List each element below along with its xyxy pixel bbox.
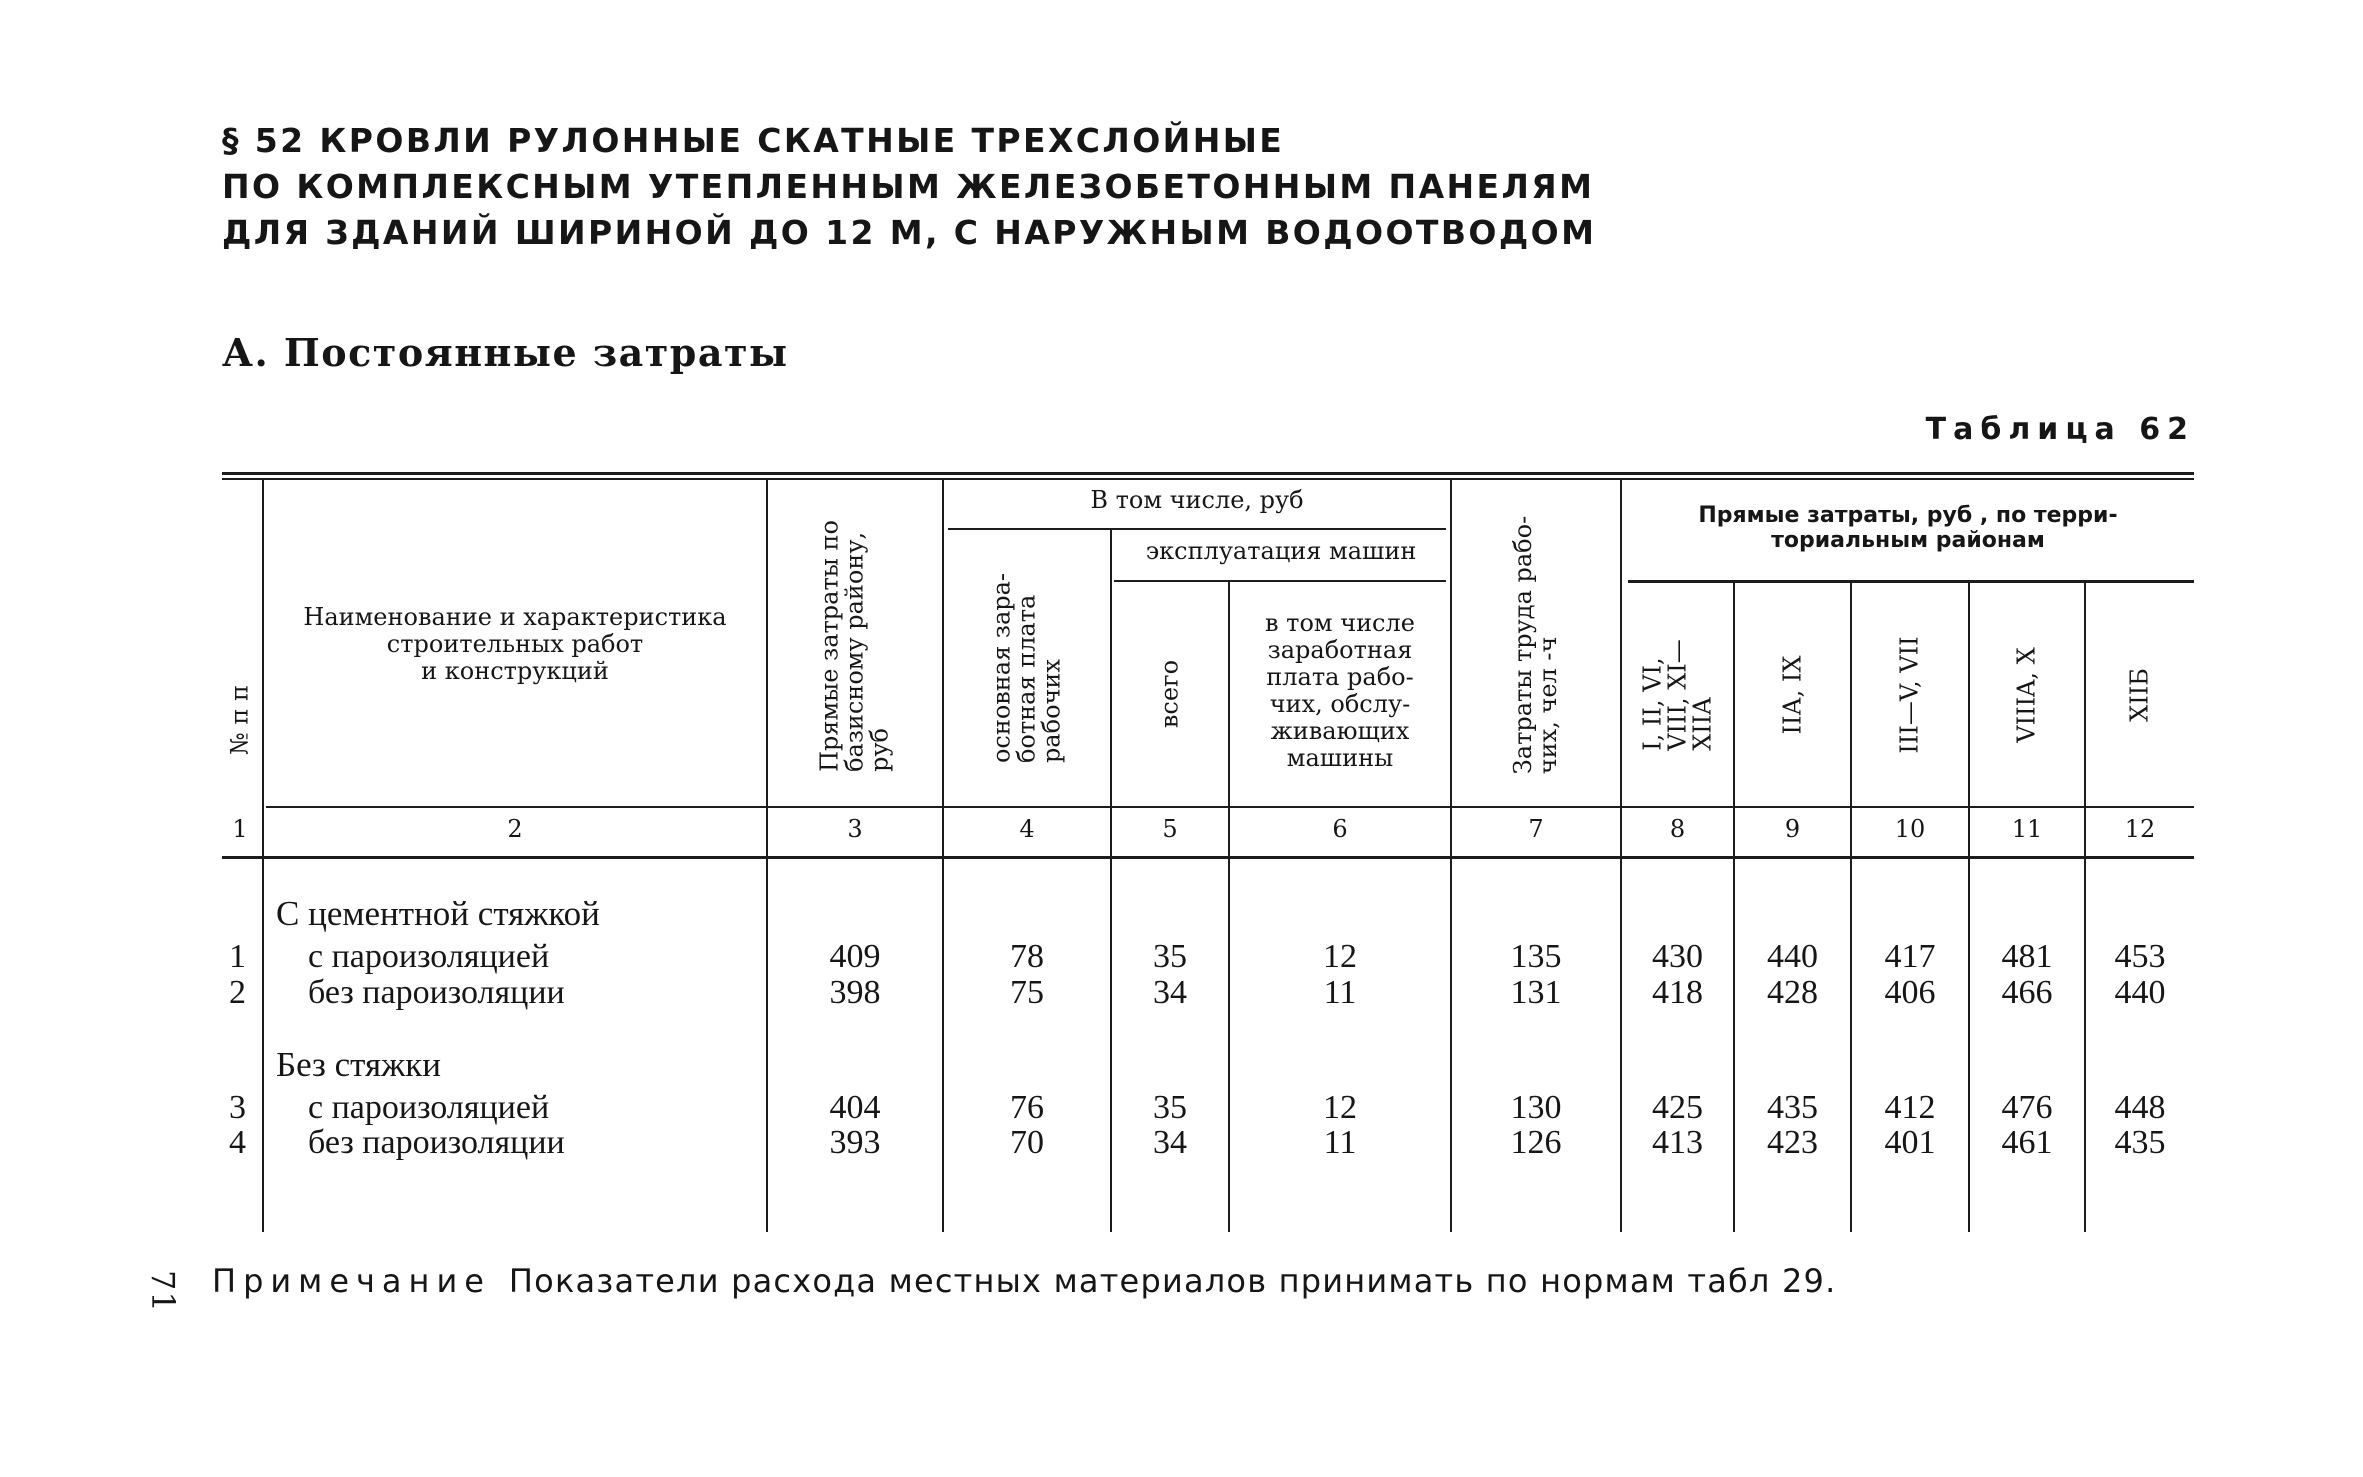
cell-col-11: 481 xyxy=(2001,938,2053,975)
header-col-3-line-2: базисному району, xyxy=(840,531,869,772)
cell-col-6: 11 xyxy=(1323,974,1357,1011)
cell-col-9: 440 xyxy=(1767,938,1818,975)
page-number: 71 xyxy=(144,1270,182,1314)
cell-col-8: 430 xyxy=(1652,938,1703,975)
column-number-5: 5 xyxy=(1162,815,1178,843)
header-col-11-text: VIIIA, X xyxy=(2012,647,2041,743)
header-col-4-line-2: ботная плата xyxy=(1012,594,1041,764)
cell-col-10: 401 xyxy=(1884,1124,1936,1161)
header-col-8-line-1: I, II, VI, xyxy=(1638,657,1666,751)
table-top-rule-2 xyxy=(222,478,2194,480)
header-col-9-text: IIА, IX xyxy=(1778,655,1806,735)
header-group-including: В том числе, руб xyxy=(1090,486,1304,514)
header-col-3 xyxy=(768,490,942,802)
cell-col-4: 70 xyxy=(1010,1124,1044,1161)
cell-col-8: 413 xyxy=(1652,1124,1703,1161)
cell-col-4: 76 xyxy=(1010,1089,1044,1126)
header-col-4-line-3: рабочих xyxy=(1037,659,1066,764)
group-including-underline xyxy=(948,528,1446,530)
column-number-2: 2 xyxy=(507,815,523,843)
cell-col-7: 131 xyxy=(1510,974,1562,1011)
section-subtitle: А. Постоянные затраты xyxy=(222,330,789,375)
header-col-3-line-1: Прямые затраты по xyxy=(815,520,844,772)
header-col-1 xyxy=(218,640,262,800)
section-title xyxy=(222,118,1596,256)
column-number-9: 9 xyxy=(1784,815,1801,843)
header-col-10 xyxy=(1852,588,1968,802)
header-col-4 xyxy=(944,534,1110,802)
cell-col-3: 393 xyxy=(829,1124,881,1161)
cell-col-9: 435 xyxy=(1767,1089,1818,1126)
cell-col-9: 428 xyxy=(1767,974,1818,1011)
cell-col-12: 453 xyxy=(2114,938,2166,975)
header-col-2-line-1: Наименование и характеристика xyxy=(303,603,727,631)
header-col-2 xyxy=(264,604,766,685)
header-group-regions-line-1: Прямые затраты, руб , по терри- xyxy=(1698,503,2118,528)
cell-col-9: 423 xyxy=(1767,1124,1818,1161)
cell-col-5: 35 xyxy=(1153,938,1187,975)
header-col-6-line-3: плата рабо- xyxy=(1266,663,1414,691)
header-col-7-line-2: чих, чел -ч xyxy=(1534,636,1562,775)
cell-col-5: 34 xyxy=(1153,1124,1187,1161)
regions-underline xyxy=(1628,580,2194,583)
column-number-4: 4 xyxy=(1019,815,1035,843)
header-col-2-line-2: строительных работ xyxy=(386,630,644,658)
column-number-11: 11 xyxy=(2011,815,2043,843)
cell-col-6: 12 xyxy=(1323,1089,1357,1126)
numbers-bottom-rule xyxy=(222,856,2194,859)
cell-col-4: 78 xyxy=(1010,938,1044,975)
cell-col-7: 126 xyxy=(1510,1124,1562,1161)
header-machines: эксплуатация машин xyxy=(1145,537,1417,565)
section-title-line-2: ПО КОМПЛЕКСНЫМ УТЕПЛЕННЫМ ЖЕЛЕЗОБЕТОННЫМ ПАНЕЛЯМ xyxy=(222,167,1595,206)
table-top-rule xyxy=(222,472,2194,475)
header-col-6-line-2: заработная xyxy=(1267,636,1413,664)
header-col-11 xyxy=(1970,588,2084,802)
header-col-3-line-3: руб xyxy=(865,727,894,772)
column-number-3: 3 xyxy=(847,815,863,843)
row-number: 3 xyxy=(229,1089,246,1126)
header-group-regions-line-2: ториальным районам xyxy=(1771,528,2045,553)
cell-col-3: 409 xyxy=(829,938,881,975)
header-col-7 xyxy=(1452,488,1620,802)
row-number: 1 xyxy=(229,938,246,975)
column-number-10: 10 xyxy=(1894,815,1926,843)
header-bottom-rule xyxy=(266,806,2194,808)
header-col-10-text: III—V, VII xyxy=(1895,636,1924,754)
section-title-line-1: § 52 КРОВЛИ РУЛОННЫЕ СКАТНЫЕ ТРЕХСЛОЙНЫЕ xyxy=(222,121,1285,160)
cell-col-10: 412 xyxy=(1884,1089,1936,1126)
header-col-6-line-5: живающих xyxy=(1270,717,1410,745)
cell-col-12: 440 xyxy=(2114,974,2166,1011)
column-number-6: 6 xyxy=(1332,815,1348,843)
cell-col-3: 404 xyxy=(829,1089,881,1126)
header-col-4-line-1: основная зара- xyxy=(987,572,1016,764)
row-name: с пароизоляцией xyxy=(308,1089,550,1126)
header-col-8-line-3: XIIA xyxy=(1688,697,1716,751)
cell-col-11: 476 xyxy=(2001,1089,2053,1126)
header-col-12 xyxy=(2086,588,2194,802)
header-col-8 xyxy=(1622,588,1733,802)
cell-col-11: 466 xyxy=(2001,974,2053,1011)
cell-col-11: 461 xyxy=(2001,1124,2053,1161)
column-number-12: 12 xyxy=(2124,815,2156,843)
header-col-12-text: XIIБ xyxy=(2125,668,2154,722)
cell-col-7: 130 xyxy=(1510,1089,1562,1126)
table-caption: Таблица 62 xyxy=(1925,412,2195,447)
machines-underline xyxy=(1114,580,1446,582)
header-col-6-line-4: чих, обслу- xyxy=(1269,690,1411,718)
cell-col-3: 398 xyxy=(829,974,881,1011)
section-title-line-3: ДЛЯ ЗДАНИЙ ШИРИНОЙ ДО 12 М, С НАРУЖНЫМ ВОДООТВОДОМ xyxy=(222,213,1597,252)
header-col-2-line-3: и конструкций xyxy=(421,657,609,685)
cell-col-8: 425 xyxy=(1652,1089,1703,1126)
cell-col-5: 35 xyxy=(1153,1089,1187,1126)
header-group-regions xyxy=(1622,503,2194,553)
row-number: 2 xyxy=(229,974,246,1011)
header-col-1-text: № п п xyxy=(225,685,254,755)
cell-col-8: 418 xyxy=(1652,974,1703,1011)
cell-col-10: 417 xyxy=(1884,938,1936,975)
column-number-8: 8 xyxy=(1669,815,1686,843)
header-col-5-text: всего xyxy=(1155,659,1184,729)
cell-col-6: 12 xyxy=(1323,938,1357,975)
row-name: с пароизоляцией xyxy=(308,938,550,975)
header-col-6-line-1: в том числе xyxy=(1265,609,1415,637)
header-col-6 xyxy=(1230,610,1450,772)
cell-col-12: 448 xyxy=(2114,1089,2166,1126)
header-col-6-line-6: машины xyxy=(1286,744,1394,772)
cell-col-7: 135 xyxy=(1510,938,1562,975)
cell-col-10: 406 xyxy=(1884,974,1936,1011)
note-label: Примечание xyxy=(212,1262,491,1300)
cell-col-4: 75 xyxy=(1010,974,1044,1011)
table-note xyxy=(144,1262,1837,1314)
header-col-9 xyxy=(1735,588,1850,802)
header-col-7-line-1: Затраты труда рабо- xyxy=(1509,515,1537,775)
group-title-no-screed: Без стяжки xyxy=(276,1045,442,1084)
header-col-8-line-2: VIII, XI— xyxy=(1663,639,1691,751)
note-text: Показатели расхода местных материалов принимать по нормам табл 29. xyxy=(508,1262,1837,1300)
column-number-1: 1 xyxy=(232,815,248,843)
column-number-7: 7 xyxy=(1528,815,1544,843)
cell-col-6: 11 xyxy=(1323,1124,1357,1161)
row-name: без пароизоляции xyxy=(308,974,565,1011)
cell-col-12: 435 xyxy=(2114,1124,2166,1161)
row-number: 4 xyxy=(229,1124,246,1161)
row-name: без пароизоляции xyxy=(308,1124,565,1161)
col-divider-1 xyxy=(262,480,264,1232)
header-col-5 xyxy=(1112,586,1228,802)
cell-col-5: 34 xyxy=(1153,974,1187,1011)
group-title-cement-screed: С цементной стяжкой xyxy=(276,894,600,933)
